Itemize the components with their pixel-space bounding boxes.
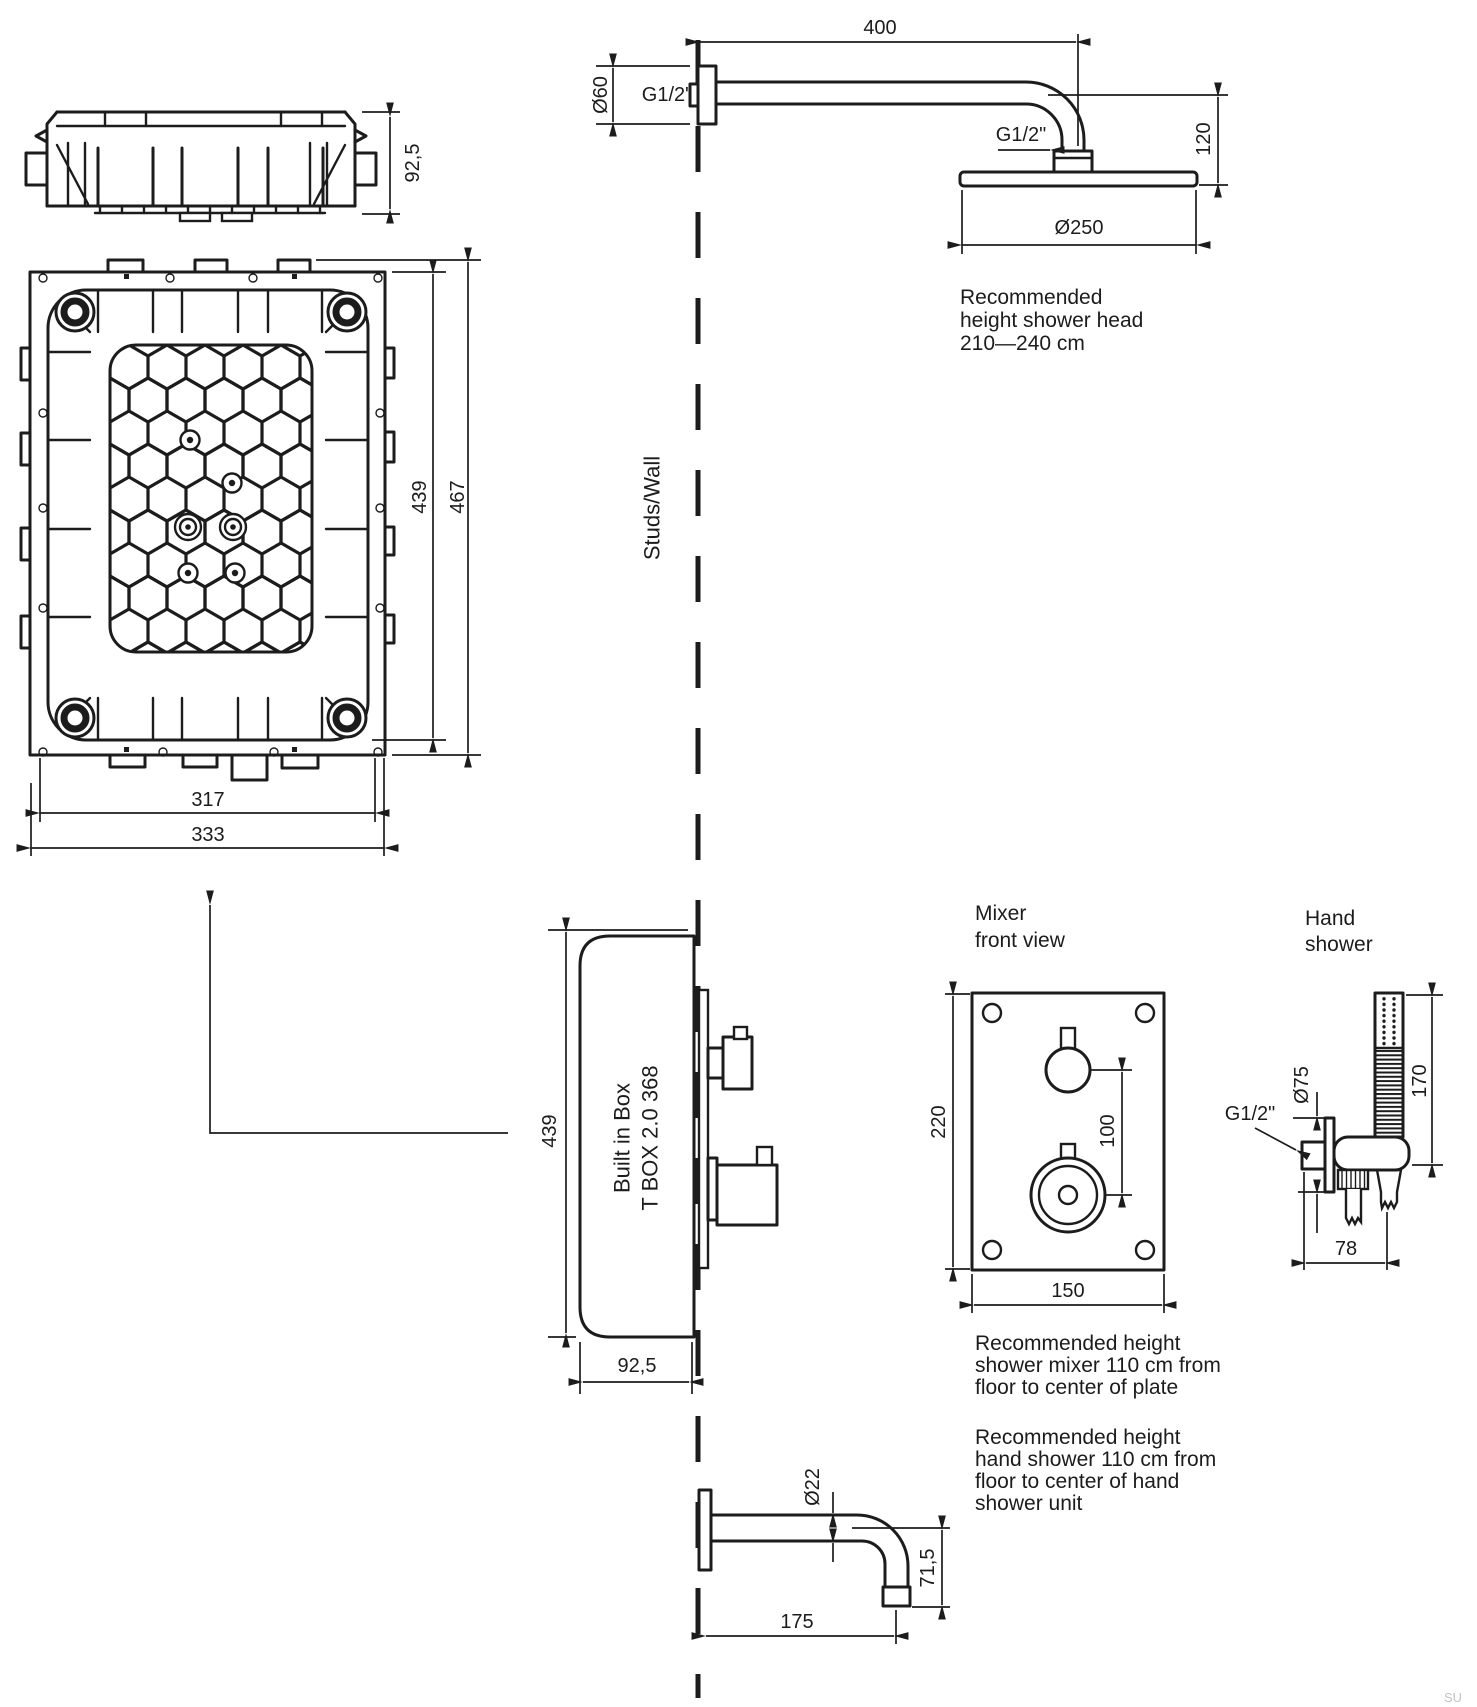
svg-text:height shower head: height shower head <box>960 309 1144 332</box>
dim-label: 78 <box>1334 1238 1358 1260</box>
wall-flange <box>698 66 716 124</box>
dim-label: 71,5 <box>917 1548 939 1588</box>
dim-label: 220 <box>928 1105 950 1139</box>
spout-outer <box>711 1515 908 1587</box>
dim-tbox-height-439 <box>539 932 576 1337</box>
hose-connection <box>1338 1170 1368 1224</box>
head-connector <box>1054 151 1092 172</box>
mixer-front-view <box>928 902 1164 1313</box>
dim-head-diameter-250 <box>962 190 1196 254</box>
dim-label: 439 <box>539 1114 561 1148</box>
spout-wall-plate <box>699 1490 711 1570</box>
head-thread-callout <box>996 124 1050 150</box>
dim-mixer-width-150 <box>972 1274 1164 1313</box>
svg-text:Recommended: Recommended <box>960 286 1103 309</box>
dim-mixer-height-220 <box>928 994 970 1269</box>
hand-shower-title-line2: shower <box>1305 933 1373 956</box>
dim-spout-length-175 <box>706 1610 896 1644</box>
head-thread-label: G1/2" <box>995 124 1047 146</box>
spout-inner <box>711 1541 885 1587</box>
dim-label: 400 <box>863 17 897 39</box>
shower-head-assembly <box>590 17 1228 355</box>
hand-shower-view <box>1225 907 1443 1270</box>
built-in-box-top-side-view <box>26 112 424 221</box>
spout-aerator <box>883 1587 910 1606</box>
dim-front-widths <box>31 758 384 856</box>
honeycomb-grid <box>110 345 312 652</box>
wall-thread-label: G1/2" <box>641 84 693 106</box>
bottom-tab <box>180 213 210 221</box>
tbox-label-line2: T BOX 2.0 368 <box>637 1065 663 1211</box>
wall-nipple <box>1302 1142 1325 1169</box>
hand-thread-label: G1/2" <box>1224 1103 1276 1125</box>
shower-head-note <box>960 286 1143 355</box>
dim-label: 175 <box>780 1611 814 1633</box>
right-latch <box>355 153 376 185</box>
bottom-tab <box>222 213 252 221</box>
svg-text:210—240 cm: 210—240 cm <box>960 332 1085 355</box>
hand-shower-height-note <box>975 1426 1216 1515</box>
dim-label: 467 <box>447 480 469 514</box>
trim-plate-edge <box>699 990 708 1268</box>
projection-arrow <box>210 905 508 1133</box>
lower-knob <box>708 1147 777 1225</box>
hand-shower-title-line1: Hand <box>1305 907 1356 930</box>
svg-text:shower mixer 110 cm from: shower mixer 110 cm from <box>975 1354 1221 1377</box>
wand-lower-tip <box>1377 1170 1401 1208</box>
dim-label: 317 <box>191 789 225 811</box>
dim-label: Ø22 <box>802 1468 824 1506</box>
hand-shower-wand <box>1375 993 1403 1208</box>
dim-label: 150 <box>1051 1280 1085 1302</box>
internal-ribs <box>57 143 345 206</box>
mixer-height-note <box>975 1332 1221 1399</box>
svg-text:floor to center of plate: floor to center of plate <box>975 1376 1179 1399</box>
dim-label: 92,5 <box>617 1355 657 1377</box>
svg-text:Recommended height: Recommended height <box>975 1426 1181 1449</box>
mixer-title-line2: front view <box>975 929 1065 952</box>
upper-knob <box>708 1027 752 1089</box>
dim-label: Ø75 <box>1291 1066 1313 1104</box>
spout-side-view <box>699 1468 950 1644</box>
shower-head-plate <box>960 172 1197 186</box>
hose <box>1346 1189 1361 1224</box>
studs-wall-label: Studs/Wall <box>639 455 665 561</box>
mixer-title-line1: Mixer <box>975 902 1027 925</box>
dim-tbox-depth-92-5 <box>580 1342 692 1394</box>
dim-label: Ø250 <box>1054 217 1104 239</box>
dim-label: 333 <box>191 824 225 846</box>
tbox-label-line1: Built in Box <box>609 1082 635 1194</box>
watermark: SU <box>1444 1690 1463 1705</box>
dim-label: Ø60 <box>590 76 612 114</box>
dim-label: 120 <box>1193 122 1215 156</box>
wand-holder <box>1334 1137 1409 1170</box>
svg-text:Recommended height: Recommended height <box>975 1332 1181 1355</box>
dim-label: 439 <box>409 480 431 514</box>
tbox-side-view <box>539 930 777 1394</box>
dim-label: 170 <box>1409 1064 1431 1098</box>
dim-label: 100 <box>1097 1114 1119 1148</box>
dim-label: 92,5 <box>402 143 424 183</box>
built-in-box-front-view <box>21 260 481 856</box>
hand-thread-callout <box>1225 1103 1296 1150</box>
dim-wand-length-170 <box>1406 995 1443 1165</box>
svg-text:hand shower 110 cm from: hand shower 110 cm from <box>975 1448 1217 1471</box>
svg-text:shower unit: shower unit <box>975 1492 1083 1515</box>
svg-text:floor to center of hand: floor to center of hand <box>975 1470 1180 1493</box>
left-latch <box>26 153 47 185</box>
